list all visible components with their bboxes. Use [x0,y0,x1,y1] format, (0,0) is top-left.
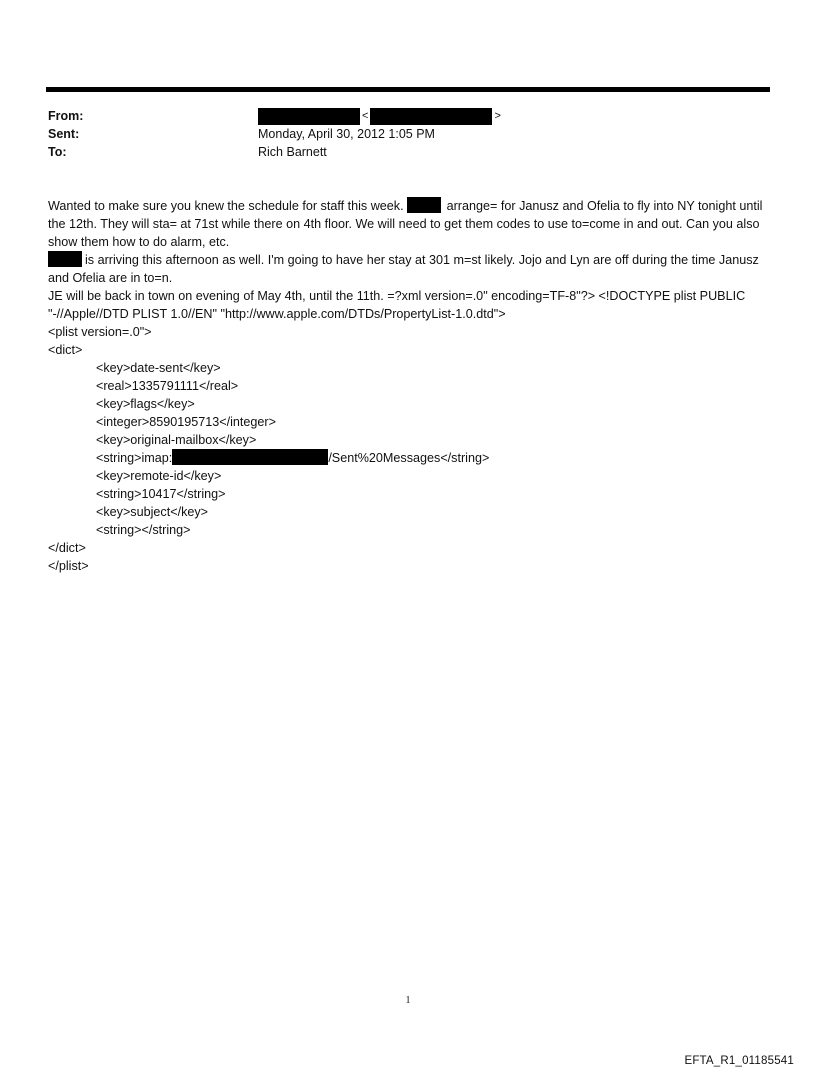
plist-close: </plist> [48,559,89,573]
key-subject: <key>subject</key> [96,505,209,519]
body-paragraph-3: JE will be back in town on evening of May 4th, until the 11th. =?xml version=.0" encoding=TF-8"?> <!DOCTYPE plist PUBLIC "-//Apple//DTD PLIST 1.0//EN" "http://www.apple.com/DTDs/PropertyList-1.0.dtd"> [48,289,746,321]
to-row [48,143,768,161]
from-close-bracket: > [494,110,501,122]
key-remote-id: <key>remote-id</key> [96,469,222,483]
string-subject: <string></string> [96,523,191,537]
email-header [48,107,768,161]
from-open-bracket: < [362,110,369,122]
key-date-sent: <key>date-sent</key> [96,361,221,375]
string-imap-suffix: /Sent%20Messages</string> [328,451,490,465]
redacted-sender-email [370,108,492,125]
from-label: From: [48,109,84,123]
key-original-mailbox: <key>original-mailbox</key> [96,433,257,447]
from-value [258,107,503,125]
sent-label: Sent: [48,127,80,141]
plist-open: <plist version=.0"> [48,325,152,339]
body-p2-text: is arriving this afternoon as well. I'm going to have her stay at 301 m=st likely. Jojo and Lyn are off during the time Janusz and Ofelia are in to=n. [48,253,759,285]
real-value: <real>1335791111</real> [96,379,239,393]
email-body [48,197,770,575]
redacted-name-1 [407,197,441,213]
string-imap-line [48,449,770,467]
body-p1-part-b: arrange= for Janusz and Ofelia to fly into NY tonight until the 12th. They will sta= at 71st while there on 4th floor. We will need to get them codes to use to=come in and out. Can you also show them how to do alarm, etc. [48,199,763,249]
to-label: To: [48,145,67,159]
page-number: 1 [405,995,411,1006]
integer-value: <integer>8590195713</integer> [96,415,276,429]
body-paragraph-2 [48,251,770,287]
string-imap-prefix: <string>imap: [96,451,173,465]
redacted-imap-address [172,449,328,465]
dict-close: </dict> [48,541,86,555]
to-value: Rich Barnett [258,145,327,159]
from-row [48,107,768,125]
string-remote-id: <string>10417</string> [96,487,226,501]
dict-open: <dict> [48,343,83,357]
key-flags: <key>flags</key> [96,397,195,411]
document-id: EFTA_R1_01185541 [684,1055,794,1067]
body-paragraph-1 [48,197,770,251]
redacted-sender-name [258,108,360,125]
body-p1-part-a: Wanted to make sure you knew the schedule for staff this week. [48,199,404,213]
sent-row [48,125,768,143]
redacted-name-2 [48,251,82,267]
header-rule [46,87,770,92]
sent-value: Monday, April 30, 2012 1:05 PM [258,127,435,141]
